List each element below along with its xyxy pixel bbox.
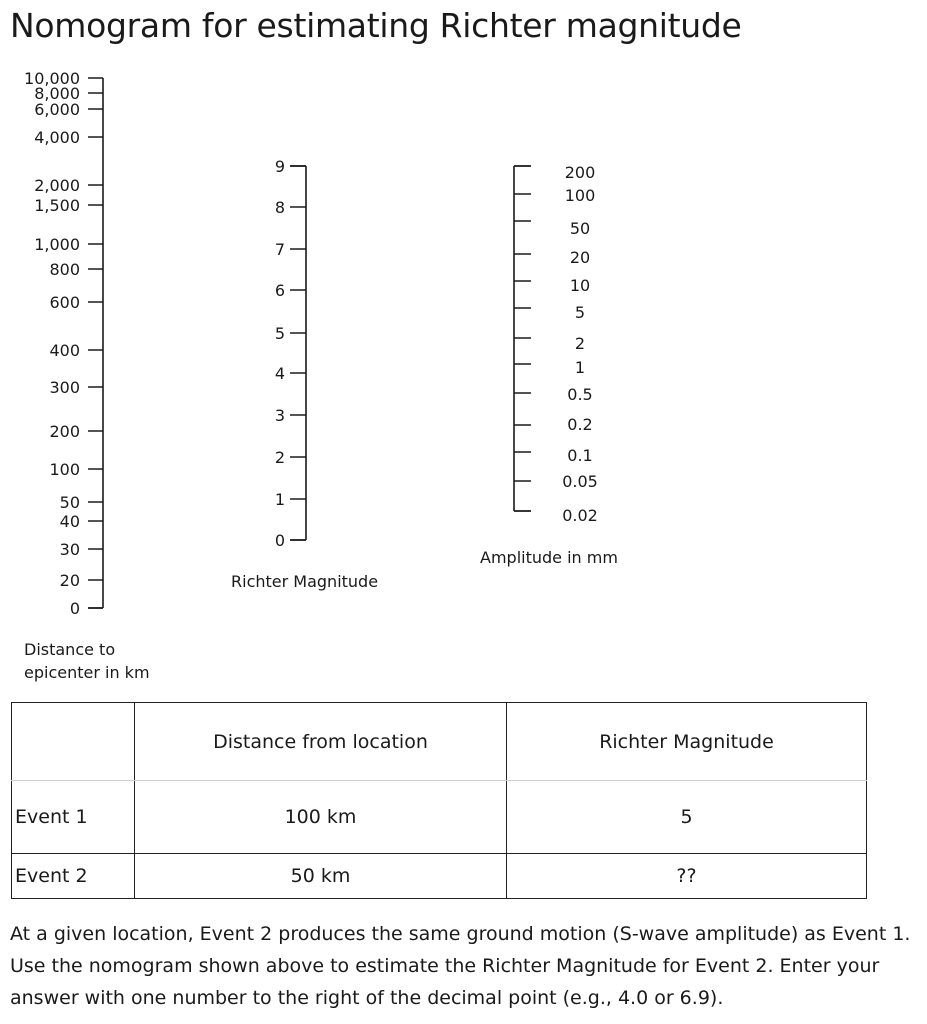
event-2-label: Event 2	[12, 854, 135, 899]
distance-scale	[24, 69, 103, 618]
distance-tick-label: 200	[49, 422, 80, 441]
event-1-distance: 100 km	[135, 781, 507, 854]
amplitude-tick-label: 0.1	[567, 446, 593, 465]
magnitude-tick-label: 0	[274, 531, 285, 550]
distance-tick-label: 1,000	[34, 235, 80, 254]
magnitude-caption: Richter Magnitude	[231, 572, 379, 591]
amplitude-tick-label: 0.5	[567, 385, 593, 404]
distance-tick-label: 600	[49, 293, 80, 312]
distance-tick-label: 30	[59, 540, 80, 559]
amplitude-tick-label: 0.02	[562, 506, 598, 525]
event-1-magnitude: 5	[507, 781, 867, 854]
amplitude-tick-label: 50	[569, 219, 591, 238]
amplitude-caption: Amplitude in mm	[480, 548, 618, 567]
distance-tick-label: 8,000	[34, 84, 80, 103]
amplitude-scale	[514, 163, 598, 525]
event-1-label: Event 1	[12, 781, 135, 854]
header-distance: Distance from location	[135, 703, 507, 781]
distance-tick-label: 20	[59, 571, 80, 590]
magnitude-tick-label: 7	[274, 240, 285, 259]
distance-tick-label: 50	[59, 493, 80, 512]
distance-tick-label: 4,000	[34, 128, 80, 147]
magnitude-tick-label: 3	[274, 406, 285, 425]
amplitude-tick-label: 0.2	[567, 415, 593, 434]
magnitude-tick-label: 9	[274, 157, 285, 176]
amplitude-tick-label: 20	[569, 248, 591, 267]
amplitude-tick-label: 2	[574, 334, 586, 353]
distance-tick-label: 40	[59, 512, 80, 531]
amplitude-tick-label: 200	[564, 163, 596, 182]
header-blank	[12, 703, 135, 781]
distance-caption-line1: Distance to	[24, 640, 116, 659]
amplitude-tick-label: 5	[574, 303, 586, 322]
question-text: At a given location, Event 2 produces the same ground motion (S-wave amplitude) as Event 1. Use the nomogram shown above to estimate the Richter Magnitude for Event 2. Enter your answer with one number to the right of the decimal point (e.g., 4.0 or 6.9).	[10, 923, 911, 1009]
distance-tick-label: 2,000	[34, 176, 80, 195]
table-header-row	[12, 703, 867, 781]
magnitude-tick-label: 2	[274, 448, 285, 467]
page-title: Nomogram for estimating Richter magnitude	[10, 6, 742, 45]
event-2-distance: 50 km	[135, 854, 507, 899]
table-row	[12, 854, 867, 899]
magnitude-scale	[275, 157, 306, 550]
distance-tick-label: 10,000	[24, 69, 80, 88]
event-2-magnitude: ??	[507, 854, 867, 899]
magnitude-tick-label: 8	[274, 198, 285, 217]
distance-tick-label: 800	[49, 260, 80, 279]
table-row	[12, 781, 867, 854]
header-magnitude: Richter Magnitude	[507, 703, 867, 781]
amplitude-tick-label: 100	[564, 186, 596, 205]
distance-tick-label: 100	[49, 460, 80, 479]
distance-tick-label: 0	[69, 599, 80, 618]
amplitude-tick-label: 1	[574, 358, 586, 377]
distance-tick-label: 400	[49, 341, 80, 360]
magnitude-tick-label: 4	[274, 364, 285, 383]
distance-tick-label: 6,000	[34, 100, 80, 119]
distance-tick-label: 1,500	[34, 196, 80, 215]
magnitude-tick-label: 1	[274, 490, 285, 509]
amplitude-tick-label: 0.05	[562, 472, 598, 491]
distance-caption-line2: epicenter in km	[24, 663, 150, 682]
magnitude-tick-label: 5	[274, 324, 285, 343]
amplitude-tick-label: 10	[569, 276, 591, 295]
events-table	[11, 702, 867, 899]
distance-tick-label: 300	[49, 378, 80, 397]
magnitude-tick-label: 6	[274, 281, 285, 300]
